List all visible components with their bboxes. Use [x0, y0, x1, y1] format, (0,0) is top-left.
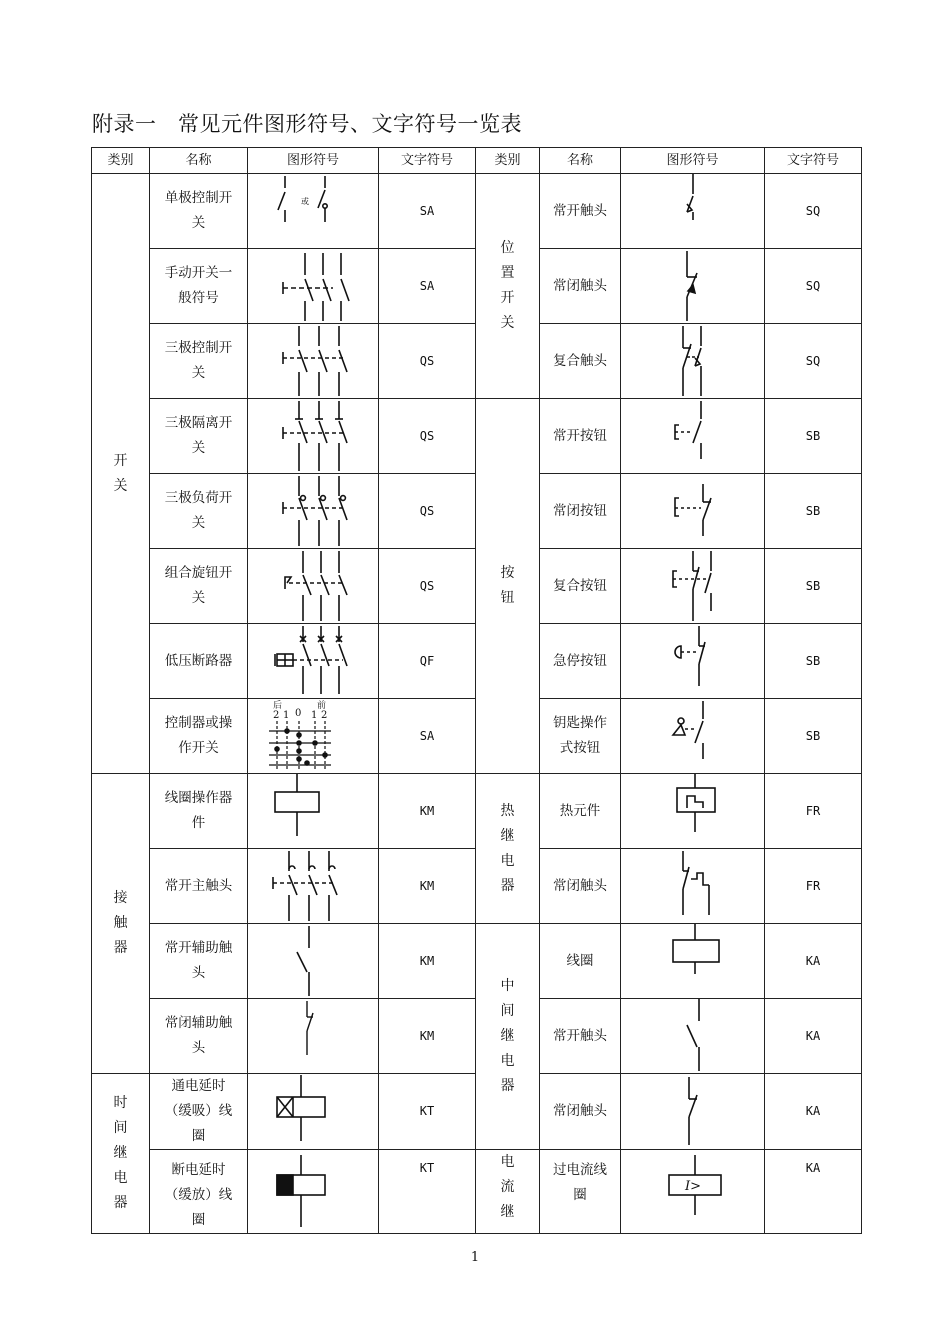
table-row: [92, 774, 862, 849]
element-name: 控制器或操作开关: [150, 699, 248, 774]
element-name: 急停按钮: [540, 624, 621, 699]
element-name: 常开触头: [540, 999, 621, 1074]
element-code: KM: [379, 924, 476, 999]
element-name: 常开触头: [540, 174, 621, 249]
element-name: 三极负荷开关: [150, 474, 248, 549]
element-code: KM: [379, 849, 476, 924]
symbol-thermal-element: [621, 774, 765, 849]
header-category: 类别: [92, 148, 150, 174]
category-position-switch: 位置开关: [476, 174, 540, 399]
category-contactor: 接触器: [92, 774, 150, 1074]
svg-text:后: 后: [273, 701, 283, 711]
symbol-relay-coil: [621, 924, 765, 999]
header-name: 名称: [150, 148, 248, 174]
category-intermediate-relay: 中间继电器: [476, 924, 540, 1150]
element-code: QF: [379, 624, 476, 699]
element-code: FR: [765, 774, 862, 849]
table-row: [92, 924, 862, 999]
element-name: 常闭触头: [540, 1074, 621, 1150]
symbol-rotary-switch: [248, 549, 379, 624]
symbol-three-pole-isolator: [248, 399, 379, 474]
element-name: 单极控制开关: [150, 174, 248, 249]
element-code: SQ: [765, 174, 862, 249]
element-code: KA: [765, 999, 862, 1074]
header-category: 类别: [476, 148, 540, 174]
element-name: 三极隔离开关: [150, 399, 248, 474]
svg-text:0: 0: [295, 708, 302, 719]
header-symbol: 图形符号: [248, 148, 379, 174]
category-current-relay: 电流继: [476, 1150, 540, 1234]
element-name: 常闭触头: [540, 249, 621, 324]
element-name: 通电延时（缓吸）线圈: [150, 1074, 248, 1150]
category-switch: 开关: [92, 174, 150, 774]
element-name: 线圈: [540, 924, 621, 999]
element-code: SB: [765, 699, 862, 774]
element-name: 手动开关一般符号: [150, 249, 248, 324]
svg-text:1: 1: [311, 710, 318, 721]
table-row: [92, 1150, 862, 1234]
symbol-emergency-stop-button: [621, 624, 765, 699]
svg-text:I>: I>: [684, 1178, 701, 1194]
svg-text:2: 2: [321, 710, 328, 721]
symbol-position-no-contact: [621, 174, 765, 249]
element-code: SB: [765, 624, 862, 699]
element-name: 过电流线圈: [540, 1150, 621, 1234]
element-name: 常闭按钮: [540, 474, 621, 549]
element-code: SA: [379, 174, 476, 249]
svg-text:或: 或: [301, 197, 309, 206]
element-name: 常开按钮: [540, 399, 621, 474]
element-code: SB: [765, 474, 862, 549]
table-header-row: [92, 148, 862, 174]
element-code: QS: [379, 399, 476, 474]
element-name: 常开主触头: [150, 849, 248, 924]
element-name: 组合旋钮开关: [150, 549, 248, 624]
symbol-key-button: [621, 699, 765, 774]
symbol-controller-switch: [248, 699, 379, 774]
symbol-three-pole-load-switch: [248, 474, 379, 549]
page-title: 附录一 常见元件图形符号、文字符号一览表: [92, 112, 522, 136]
element-code: KT: [379, 1074, 476, 1150]
element-code: SA: [379, 699, 476, 774]
symbol-manual-switch: [248, 249, 379, 324]
header-name: 名称: [540, 148, 621, 174]
header-code: 文字符号: [765, 148, 862, 174]
element-code: QS: [379, 549, 476, 624]
symbol-three-pole-control-switch: [248, 324, 379, 399]
element-code: SB: [765, 549, 862, 624]
header-code: 文字符号: [379, 148, 476, 174]
element-code: KA: [765, 1150, 862, 1234]
table-row: [92, 399, 862, 474]
element-code: KA: [765, 924, 862, 999]
category-button: 按钮: [476, 399, 540, 774]
symbol-no-button: [621, 399, 765, 474]
element-name: 钥匙操作式按钮: [540, 699, 621, 774]
svg-text:前: 前: [317, 701, 327, 711]
header-symbol: 图形符号: [621, 148, 765, 174]
symbol-aux-nc-contact: [248, 999, 379, 1074]
element-code: KA: [765, 1074, 862, 1150]
element-code: SQ: [765, 324, 862, 399]
symbol-relay-nc-contact: [621, 1074, 765, 1150]
element-code: SQ: [765, 249, 862, 324]
element-name: 常闭触头: [540, 849, 621, 924]
svg-text:1: 1: [283, 710, 290, 721]
symbol-overcurrent-coil: [621, 1150, 765, 1234]
element-code: SA: [379, 249, 476, 324]
symbol-position-nc-contact: [621, 249, 765, 324]
element-name: 低压断路器: [150, 624, 248, 699]
element-code: FR: [765, 849, 862, 924]
symbol-position-compound-contact: [621, 324, 765, 399]
symbol-table: [91, 147, 862, 1234]
element-code: QS: [379, 474, 476, 549]
symbol-single-pole-switch: [248, 174, 379, 249]
symbol-on-delay-coil: [248, 1074, 379, 1150]
element-name: 断电延时（缓放）线圈: [150, 1150, 248, 1234]
element-name: 复合触头: [540, 324, 621, 399]
element-code: KM: [379, 999, 476, 1074]
element-name: 复合按钮: [540, 549, 621, 624]
symbol-circuit-breaker: [248, 624, 379, 699]
element-name: 常开辅助触头: [150, 924, 248, 999]
element-code: KT: [379, 1150, 476, 1234]
element-name: 线圈操作器件: [150, 774, 248, 849]
page-number: 1: [470, 1250, 480, 1265]
category-time-relay: 时间继电器: [92, 1074, 150, 1234]
symbol-coil: [248, 774, 379, 849]
symbol-nc-button: [621, 474, 765, 549]
symbol-aux-no-contact: [248, 924, 379, 999]
symbol-off-delay-coil: [248, 1150, 379, 1234]
symbol-relay-no-contact: [621, 999, 765, 1074]
svg-text:2: 2: [273, 710, 280, 721]
element-name: 三极控制开关: [150, 324, 248, 399]
category-thermal-relay: 热继电器: [476, 774, 540, 924]
element-code: QS: [379, 324, 476, 399]
element-name: 热元件: [540, 774, 621, 849]
symbol-thermal-nc-contact: [621, 849, 765, 924]
symbol-main-no-contact: [248, 849, 379, 924]
element-name: 常闭辅助触头: [150, 999, 248, 1074]
table-row: [92, 174, 862, 249]
element-code: SB: [765, 399, 862, 474]
element-code: KM: [379, 774, 476, 849]
symbol-compound-button: [621, 549, 765, 624]
